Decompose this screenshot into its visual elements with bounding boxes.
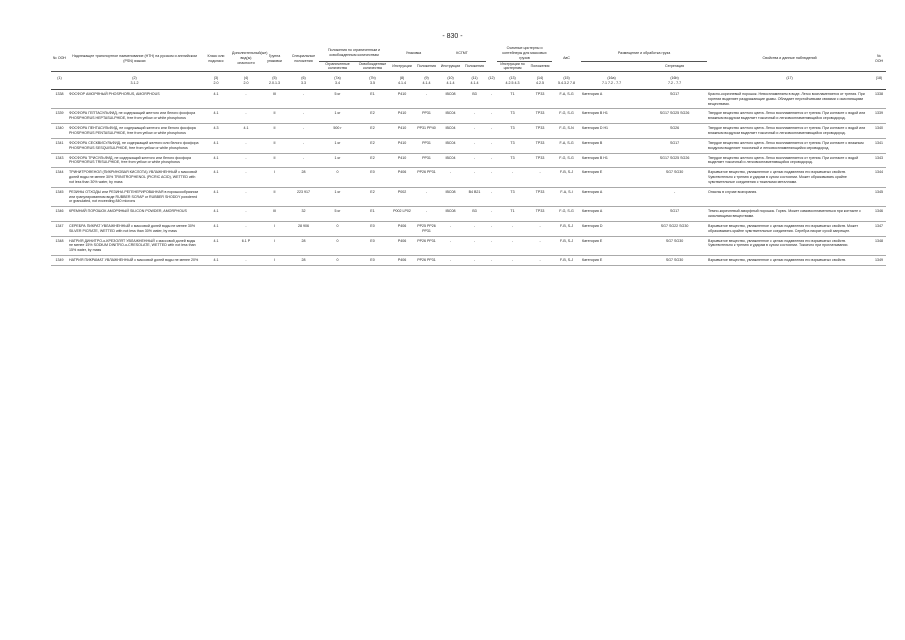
- cell-un-number: 1346: [51, 207, 68, 222]
- cell-tank-provision: -: [528, 256, 552, 266]
- cell-subsidiary-risk: -: [231, 138, 261, 153]
- column-reference: 2.0: [231, 81, 261, 89]
- cell-shipping-name: СЕРЕБРА ПИКРАТ УВЛАЖНЕННЫЙ с массовой долей воды не менее 30% SILVER PICRATE, WETTED with not less than 30% water, by mass: [68, 221, 201, 236]
- cell-special-provisions: 28: [288, 236, 319, 256]
- cell-column-12: -: [486, 138, 497, 153]
- cell-excepted-quantity: E0: [356, 236, 389, 256]
- cell-tank-provision: TP33: [528, 124, 552, 139]
- cell-un-number-right: 1344: [872, 168, 886, 188]
- cell-packing-group: II: [261, 187, 288, 207]
- cell-special-provisions: -: [288, 109, 319, 124]
- cell-segregation: SG17 SG25 SG26: [642, 153, 707, 168]
- cell-properties: Взрывчатое вещество, увлажненное с целью подавления его взрывчатых свойств. Чувствительно к трению и ударам в сухом состоянии. Может образовывать крайне чувствительные соединения с тяжелыми металлами.: [707, 168, 872, 188]
- cell-ibc-instruction: IBC04: [438, 153, 463, 168]
- column-reference: [486, 81, 497, 89]
- cell-tank-instruction: T1: [497, 89, 528, 109]
- cell-ibc-provision: -: [463, 236, 486, 256]
- cell-ibc-provision: -: [463, 256, 486, 266]
- cell-ibc-provision: -: [463, 124, 486, 139]
- cell-ems-code: F-G, S-G: [552, 207, 581, 222]
- cell-un-number: 1348: [51, 236, 68, 256]
- cell-packing-instruction: P002: [389, 187, 415, 207]
- cell-tank-provision: TP33: [528, 109, 552, 124]
- header-eq: Освобожденные количества: [356, 61, 389, 72]
- header-psn: Надлежащее транспортное наименование (НТН) на русском и английском (PSN) языках: [68, 46, 201, 72]
- cell-properties: Взрывчатое вещество, увлажненное с целью подавления его взрывчатых свойств. Чувствительно к трению и ударам в сухом состоянии. Токсично при проглатывании.: [707, 236, 872, 256]
- cell-special-provisions: -: [288, 89, 319, 109]
- cell-excepted-quantity: E0: [356, 221, 389, 236]
- column-number: (1): [57, 76, 62, 81]
- cell-limited-quantity: 1 кг: [319, 187, 356, 207]
- cell-tank-instruction: T3: [497, 124, 528, 139]
- column-number: (5): [272, 76, 277, 81]
- cell-limited-quantity: 5 кг: [319, 207, 356, 222]
- column-reference: 4.1.4: [438, 81, 463, 89]
- cell-properties: Взрывчатое вещество, увлажненное с целью подавления его взрывчатых свойств. Может образовывать крайне чувствительные соединения. Серебра пикрат сухой запрещен.: [707, 221, 872, 236]
- cell-tank-instruction: -: [497, 236, 528, 256]
- column-numbers-row: [51, 72, 886, 81]
- column-number: (13): [509, 76, 516, 81]
- cell-ibc-instruction: IBC04: [438, 124, 463, 139]
- column-number: (17): [786, 76, 793, 81]
- cell-stowage: Категория E: [581, 236, 642, 256]
- column-reference: 4.1.4: [415, 81, 438, 89]
- column-number: (18): [875, 76, 883, 81]
- cell-ibc-provision: -: [463, 138, 486, 153]
- cell-un-number: 1345: [51, 187, 68, 207]
- cell-packing-provision: -: [415, 207, 438, 222]
- cell-packing-instruction: P406: [389, 168, 415, 188]
- cell-tank-instruction: T3: [497, 138, 528, 153]
- cell-un-number: 1338: [51, 89, 68, 109]
- header-pp: Положения: [415, 61, 438, 72]
- cell-packing-instruction: P002 LP02: [389, 207, 415, 222]
- cell-excepted-quantity: E1: [356, 207, 389, 222]
- column-number: (14): [536, 76, 544, 81]
- cell-ems-code: F-B, S-J: [552, 236, 581, 256]
- column-reference: 5.4.3.2 7.8: [552, 81, 581, 89]
- header-packing: Упаковка: [389, 46, 438, 61]
- cell-packing-provision: PP31: [415, 153, 438, 168]
- cell-segregation: SG7 SG30: [642, 256, 707, 266]
- column-number: (9): [424, 76, 429, 81]
- cell-subsidiary-risk: 6.1 P: [231, 236, 261, 256]
- cell-class: 4.1: [201, 221, 231, 236]
- header-limited: Положения по ограниченным и освобожденным количествам: [319, 46, 389, 61]
- cell-shipping-name: ФОСФОРА ГЕПТАСУЛЬФИД, не содержащий желтого или белого фосфора PHOSPHORUS HEPTASULPHIDE, free from yellow or white phosphorus: [68, 109, 201, 124]
- cell-tank-provision: -: [528, 221, 552, 236]
- cell-subsidiary-risk: -: [231, 207, 261, 222]
- cell-class: 4.1: [201, 89, 231, 109]
- cell-shipping-name: ТРИНИТРОФЕНОЛ (ПИКРИНОВАЯ КИСЛОТА) УВЛАЖНЕННЫЙ с массовой долей воды не менее 30% TRINITROPHENOL (PICRIC ACID), WETTED with not less than 30% water, by mass: [68, 168, 201, 188]
- table-row: [51, 168, 886, 188]
- cell-subsidiary-risk: -: [231, 109, 261, 124]
- cell-packing-instruction: P410: [389, 109, 415, 124]
- column-reference: 2.0: [201, 81, 231, 89]
- cell-special-provisions: 28: [288, 256, 319, 266]
- column-refs-row: [51, 81, 886, 89]
- cell-tank-instruction: -: [497, 221, 528, 236]
- cell-ibc-provision: B3: [463, 207, 486, 222]
- cell-un-number: 1341: [51, 138, 68, 153]
- cell-segregation: SG26: [642, 124, 707, 139]
- cell-un-number-right: 1343: [872, 153, 886, 168]
- cell-tank-provision: TP33: [528, 187, 552, 207]
- column-reference: [707, 81, 872, 89]
- cell-un-number: 1343: [51, 153, 68, 168]
- cell-tank-instruction: -: [497, 256, 528, 266]
- cell-limited-quantity: 0: [319, 221, 356, 236]
- cell-shipping-name: РЕЗИНЫ ОТХОДЫ или РЕЗИНА РЕГЕНЕРИРОВАННАЯ в порошкообразном или гранулированном виде RUBBER SCRAP or RUBBER SHODDY powdered or granulated, not exceeding 840 microns: [68, 187, 201, 207]
- table-row: [51, 221, 886, 236]
- cell-ems-code: F-A, S-G: [552, 138, 581, 153]
- column-number: (3): [213, 76, 219, 81]
- cell-limited-quantity: 1 кг: [319, 138, 356, 153]
- cell-stowage: Категория A: [581, 207, 642, 222]
- cell-class: 4.1: [201, 153, 231, 168]
- column-reference: 3.3: [288, 81, 319, 89]
- cell-subsidiary-risk: -: [231, 153, 261, 168]
- cell-special-provisions: -: [288, 153, 319, 168]
- cell-segregation: SG7 SG30: [642, 168, 707, 188]
- header-un: № ООН: [51, 46, 68, 72]
- header-un-right: № ООН: [872, 46, 886, 72]
- cell-column-12: -: [486, 256, 497, 266]
- cell-ems-code: F-G, S-G: [552, 153, 581, 168]
- header-special: Специальные положения: [288, 46, 319, 72]
- cell-excepted-quantity: E2: [356, 109, 389, 124]
- cell-class: 4.3: [201, 124, 231, 139]
- cell-segregation: SG7 SG30: [642, 236, 707, 256]
- cell-class: 4.1: [201, 138, 231, 153]
- table-row: [51, 256, 886, 266]
- cell-column-12: -: [486, 236, 497, 256]
- cell-column-12: -: [486, 221, 497, 236]
- cell-packing-instruction: P410: [389, 124, 415, 139]
- cell-segregation: SG17: [642, 89, 707, 109]
- cell-shipping-name: ФОСФОР АМОРФНЫЙ PHOSPHORUS, AMORPHOUS: [68, 89, 201, 109]
- cell-packing-instruction: P406: [389, 236, 415, 256]
- cell-packing-provision: PP31: [415, 109, 438, 124]
- cell-un-number-right: 1338: [872, 89, 886, 109]
- cell-column-12: -: [486, 168, 497, 188]
- cell-stowage: Категория A: [581, 89, 642, 109]
- column-reference: 4.1.4: [389, 81, 415, 89]
- cell-properties: Красно-коричневый порошок. Невоспламеняем в воде. Легко воспламеняется от трения. При горении выделяет раздражающие дымы. Обладает неустойчивыми связями с окисляющими веществами.: [707, 89, 872, 109]
- cell-ibc-instruction: -: [438, 168, 463, 188]
- cell-properties: Темно-коричневый аморфный порошок. Горюч. Может самовоспламеняться при контакте с окисляющими веществами.: [707, 207, 872, 222]
- cell-packing-provision: -: [415, 89, 438, 109]
- cell-column-12: -: [486, 207, 497, 222]
- cell-ibc-provision: -: [463, 109, 486, 124]
- table-row: [51, 153, 886, 168]
- cell-subsidiary-risk: -: [231, 221, 261, 236]
- header-segregation: Сегрегация: [642, 61, 707, 72]
- column-number: (10): [447, 76, 454, 81]
- cell-subsidiary-risk: -: [231, 256, 261, 266]
- cell-un-number-right: 1347: [872, 221, 886, 236]
- cell-column-12: -: [486, 109, 497, 124]
- cell-packing-instruction: P406: [389, 256, 415, 266]
- cell-stowage: Категория D: [581, 221, 642, 236]
- column-reference: [51, 81, 68, 89]
- cell-column-12: -: [486, 187, 497, 207]
- cell-segregation: SG17: [642, 207, 707, 222]
- column-reference: 3.1.2: [68, 81, 201, 89]
- column-number: (16a): [607, 76, 616, 81]
- table-row: [51, 138, 886, 153]
- table-row: [51, 187, 886, 207]
- cell-packing-instruction: P410: [389, 153, 415, 168]
- column-number: (6): [301, 76, 306, 81]
- cell-special-provisions: 223 917: [288, 187, 319, 207]
- cell-ibc-provision: B4 B21: [463, 187, 486, 207]
- column-reference: 4.1.4: [463, 81, 486, 89]
- cell-stowage: Категория B H1: [581, 153, 642, 168]
- cell-packing-group: I: [261, 168, 288, 188]
- column-number: (7b): [369, 76, 376, 81]
- cell-packing-instruction: P406: [389, 221, 415, 236]
- cell-packing-group: I: [261, 256, 288, 266]
- header-ibc-i: Инструкции: [438, 61, 463, 72]
- cell-packing-provision: PP26 PP31: [415, 236, 438, 256]
- cell-segregation: SG17: [642, 138, 707, 153]
- cell-limited-quantity: 0: [319, 256, 356, 266]
- cell-tank-provision: -: [528, 168, 552, 188]
- cell-tank-provision: TP33: [528, 207, 552, 222]
- column-number: (11): [471, 76, 478, 81]
- cell-excepted-quantity: E2: [356, 153, 389, 168]
- cell-special-provisions: 28: [288, 168, 319, 188]
- cell-packing-group: II: [261, 124, 288, 139]
- cell-properties: Взрывчатое вещество, увлажненное с целью подавления его взрывчатых свойств.: [707, 256, 872, 266]
- cell-ibc-provision: B3: [463, 89, 486, 109]
- cell-tank-instruction: T3: [497, 109, 528, 124]
- cell-stowage: Категория A: [581, 187, 642, 207]
- header-pg: Группа упаковки: [261, 46, 288, 72]
- column-reference: 4.2.5 4.3: [497, 81, 528, 89]
- header-ibc-p: Положения: [463, 61, 486, 72]
- cell-packing-instruction: P410: [389, 138, 415, 153]
- cell-un-number-right: 1341: [872, 138, 886, 153]
- cell-excepted-quantity: E2: [356, 187, 389, 207]
- cell-special-provisions: 28 906: [288, 221, 319, 236]
- cell-class: 4.1: [201, 109, 231, 124]
- header-tank-i: Инструкции по цистернам: [497, 61, 528, 72]
- cell-excepted-quantity: E2: [356, 124, 389, 139]
- table-row: [51, 109, 886, 124]
- cell-limited-quantity: 1 кг: [319, 153, 356, 168]
- header-stowage-a: [581, 61, 642, 72]
- cell-special-provisions: -: [288, 124, 319, 139]
- cell-tank-provision: TP33: [528, 138, 552, 153]
- column-reference: 2.0.1.3: [261, 81, 288, 89]
- page-number: - 830 -: [442, 33, 463, 40]
- cell-class: 4.1: [201, 236, 231, 256]
- cell-properties: Твердое вещество желтого цвета. Легко воспламеняется от трения. При контакте с водой выделяет токсичный и легковоспламеняющийся сероводород.: [707, 153, 872, 168]
- column-reference: 3.4: [319, 81, 356, 89]
- cell-ems-code: F-B, S-J: [552, 168, 581, 188]
- cell-tank-provision: TP33: [528, 89, 552, 109]
- cell-ibc-provision: -: [463, 168, 486, 188]
- header-ems: АвС: [552, 46, 581, 72]
- cell-un-number: 1339: [51, 109, 68, 124]
- column-reference: [872, 81, 886, 89]
- cell-shipping-name: ФОСФОРА ПЕНТАСУЛЬФИД, не содержащий желтого или белого фосфора PHOSPHORUS PENTASULPHIDE, free from yellow or white phosphorus: [68, 124, 201, 139]
- header-pi: Инструкции: [389, 61, 415, 72]
- cell-ibc-instruction: IBC08: [438, 89, 463, 109]
- header-ibc: КСГМГ: [438, 46, 486, 61]
- cell-limited-quantity: 5 кг: [319, 89, 356, 109]
- cell-limited-quantity: 0: [319, 168, 356, 188]
- cell-ibc-instruction: IBC08: [438, 187, 463, 207]
- dangerous-goods-table: [51, 46, 886, 266]
- cell-column-12: -: [486, 153, 497, 168]
- cell-properties: Твердое вещество желтого цвета. Легко воспламеняется от трения. При контакте с водой или влажным воздухом выделяет токсичный и легковоспламеняющийся сероводород.: [707, 109, 872, 124]
- cell-special-provisions: -: [288, 138, 319, 153]
- cell-ibc-instruction: IBC08: [438, 207, 463, 222]
- cell-stowage: Категория B H1: [581, 109, 642, 124]
- cell-packing-group: II: [261, 138, 288, 153]
- cell-stowage: Категория B: [581, 138, 642, 153]
- cell-tank-instruction: -: [497, 168, 528, 188]
- cell-subsidiary-risk: 4.1: [231, 124, 261, 139]
- cell-ibc-provision: -: [463, 153, 486, 168]
- cell-un-number-right: 1348: [872, 236, 886, 256]
- cell-packing-group: II: [261, 109, 288, 124]
- cell-un-number-right: 1346: [872, 207, 886, 222]
- cell-tank-instruction: T3: [497, 187, 528, 207]
- cell-limited-quantity: 1 кг: [319, 109, 356, 124]
- cell-subsidiary-risk: -: [231, 187, 261, 207]
- cell-column-12: -: [486, 89, 497, 109]
- cell-ibc-instruction: -: [438, 221, 463, 236]
- cell-ems-code: F-G, S-N: [552, 124, 581, 139]
- cell-excepted-quantity: E0: [356, 256, 389, 266]
- cell-ems-code: F-G, S-G: [552, 109, 581, 124]
- cell-un-number-right: 1340: [872, 124, 886, 139]
- cell-subsidiary-risk: -: [231, 168, 261, 188]
- cell-properties: Твердое вещество желтого цвета. Легко воспламеняется от трения. При контакте с влажным воздухом выделяет токсичный и легковоспламеняющийся сероводород.: [707, 138, 872, 153]
- column-reference: 7.2 - 7.7: [642, 81, 707, 89]
- header-properties: Свойства и данные наблюдений: [707, 46, 872, 72]
- cell-packing-group: I: [261, 236, 288, 256]
- header-subrisk: Дополнительный(ые) вид(ы) опасности: [231, 46, 261, 72]
- cell-un-number-right: 1339: [872, 109, 886, 124]
- cell-un-number: 1344: [51, 168, 68, 188]
- cell-shipping-name: ФОСФОРА ТРИСУЛЬФИД, не содержащий желтого или белого фосфора PHOSPHORUS TRISULPHIDE, free from yellow or white phosphorus: [68, 153, 201, 168]
- cell-properties: Твердое вещество желтого цвета. Легко воспламеняется от трения. При контакте с водой или влажным воздухом выделяет токсичный и легковоспламеняющийся сероводород.: [707, 124, 872, 139]
- cell-excepted-quantity: E0: [356, 168, 389, 188]
- cell-tank-provision: TP33: [528, 153, 552, 168]
- cell-ems-code: F-B, S-J: [552, 221, 581, 236]
- header-lq: Ограниченные количества: [319, 61, 356, 72]
- cell-packing-group: I: [261, 221, 288, 236]
- cell-ems-code: F-A, S-I: [552, 187, 581, 207]
- cell-special-provisions: 32: [288, 207, 319, 222]
- cell-limited-quantity: 0: [319, 236, 356, 256]
- cell-stowage: Категория E: [581, 168, 642, 188]
- cell-shipping-name: ФОСФОРА СЕСКВИСУЛЬФИД, не содержащий желтого или белого фосфора PHOSPHORUS SESQUISULPHIDE, free from yellow or white phosphorus: [68, 138, 201, 153]
- column-number: (7a): [334, 76, 341, 81]
- table-row: [51, 236, 886, 256]
- cell-shipping-name: НАТРИЯ ПИКРАМАТ УВЛАЖНЕННЫЙ с массовой долей воды не менее 20%: [68, 256, 201, 266]
- header-tank-p: Положения: [528, 61, 552, 72]
- header-stowage: Размещение и обработка груза: [581, 46, 707, 61]
- cell-ems-code: F-B, S-J: [552, 256, 581, 266]
- cell-packing-provision: PP31: [415, 138, 438, 153]
- cell-class: 4.1: [201, 187, 231, 207]
- cell-ems-code: F-A, S-G: [552, 89, 581, 109]
- cell-segregation: -: [642, 187, 707, 207]
- cell-class: 4.1: [201, 207, 231, 222]
- cell-properties: Опасны в случае возгорания.: [707, 187, 872, 207]
- column-number: (8): [399, 76, 405, 81]
- cell-class: 4.1: [201, 168, 231, 188]
- cell-un-number: 1347: [51, 221, 68, 236]
- cell-un-number-right: 1345: [872, 187, 886, 207]
- table-row: [51, 89, 886, 109]
- cell-packing-provision: PP26 PP31: [415, 256, 438, 266]
- cell-ibc-instruction: -: [438, 236, 463, 256]
- cell-tank-instruction: T3: [497, 153, 528, 168]
- cell-ibc-provision: -: [463, 221, 486, 236]
- cell-column-12: -: [486, 124, 497, 139]
- cell-excepted-quantity: E2: [356, 138, 389, 153]
- cell-stowage: Категория E: [581, 256, 642, 266]
- column-reference: 3.5: [356, 81, 389, 89]
- cell-un-number: 1340: [51, 124, 68, 139]
- cell-packing-instruction: P410: [389, 89, 415, 109]
- column-number: (16b): [670, 76, 679, 81]
- cell-tank-instruction: T1: [497, 207, 528, 222]
- column-number: (4): [243, 76, 249, 81]
- cell-packing-group: III: [261, 89, 288, 109]
- cell-segregation: SG7 SG22 SG30: [642, 221, 707, 236]
- cell-ibc-instruction: IBC04: [438, 109, 463, 124]
- column-reference: 7.1 7.2 - 7.7: [581, 81, 642, 89]
- cell-stowage: Категория D H1: [581, 124, 642, 139]
- column-number: (2): [132, 76, 137, 81]
- cell-class: 4.1: [201, 256, 231, 266]
- column-reference: 4.2.5: [528, 81, 552, 89]
- cell-subsidiary-risk: -: [231, 89, 261, 109]
- cell-packing-provision: PP26 PP31: [415, 168, 438, 188]
- column-number: (15): [563, 76, 570, 81]
- cell-packing-provision: PP31 PP40: [415, 124, 438, 139]
- cell-packing-group: III: [261, 207, 288, 222]
- header-class: Класс или подкласс: [201, 46, 231, 72]
- cell-limited-quantity: 500 г: [319, 124, 356, 139]
- cell-tank-provision: -: [528, 236, 552, 256]
- header-tanks: Съемные цистерны и контейнеры для массовых грузов: [497, 46, 552, 61]
- table-row: [51, 207, 886, 222]
- table-row: [51, 124, 886, 139]
- cell-un-number-right: 1349: [872, 256, 886, 266]
- cell-shipping-name: НАТРИЯ ДИНИТРО-о-КРЕЗОЛЯТ УВЛАЖНЕННЫЙ с массовой долей воды не менее 15% SODIUM DINITRO-o-CRESOLATE, WETTED with not less than 15% water, by mass: [68, 236, 201, 256]
- cell-packing-group: II: [261, 153, 288, 168]
- cell-excepted-quantity: E1: [356, 89, 389, 109]
- column-number: (12): [488, 76, 495, 81]
- cell-ibc-instruction: IBC04: [438, 138, 463, 153]
- cell-un-number: 1349: [51, 256, 68, 266]
- cell-packing-provision: PP25 PP26 PP31: [415, 221, 438, 236]
- cell-packing-provision: -: [415, 187, 438, 207]
- cell-shipping-name: КРЕМНИЙ ПОРОШОК АМОРФНЫЙ SILICON POWDER, AMORPHOUS: [68, 207, 201, 222]
- cell-ibc-instruction: -: [438, 256, 463, 266]
- cell-segregation: SG17 SG25 SG26: [642, 109, 707, 124]
